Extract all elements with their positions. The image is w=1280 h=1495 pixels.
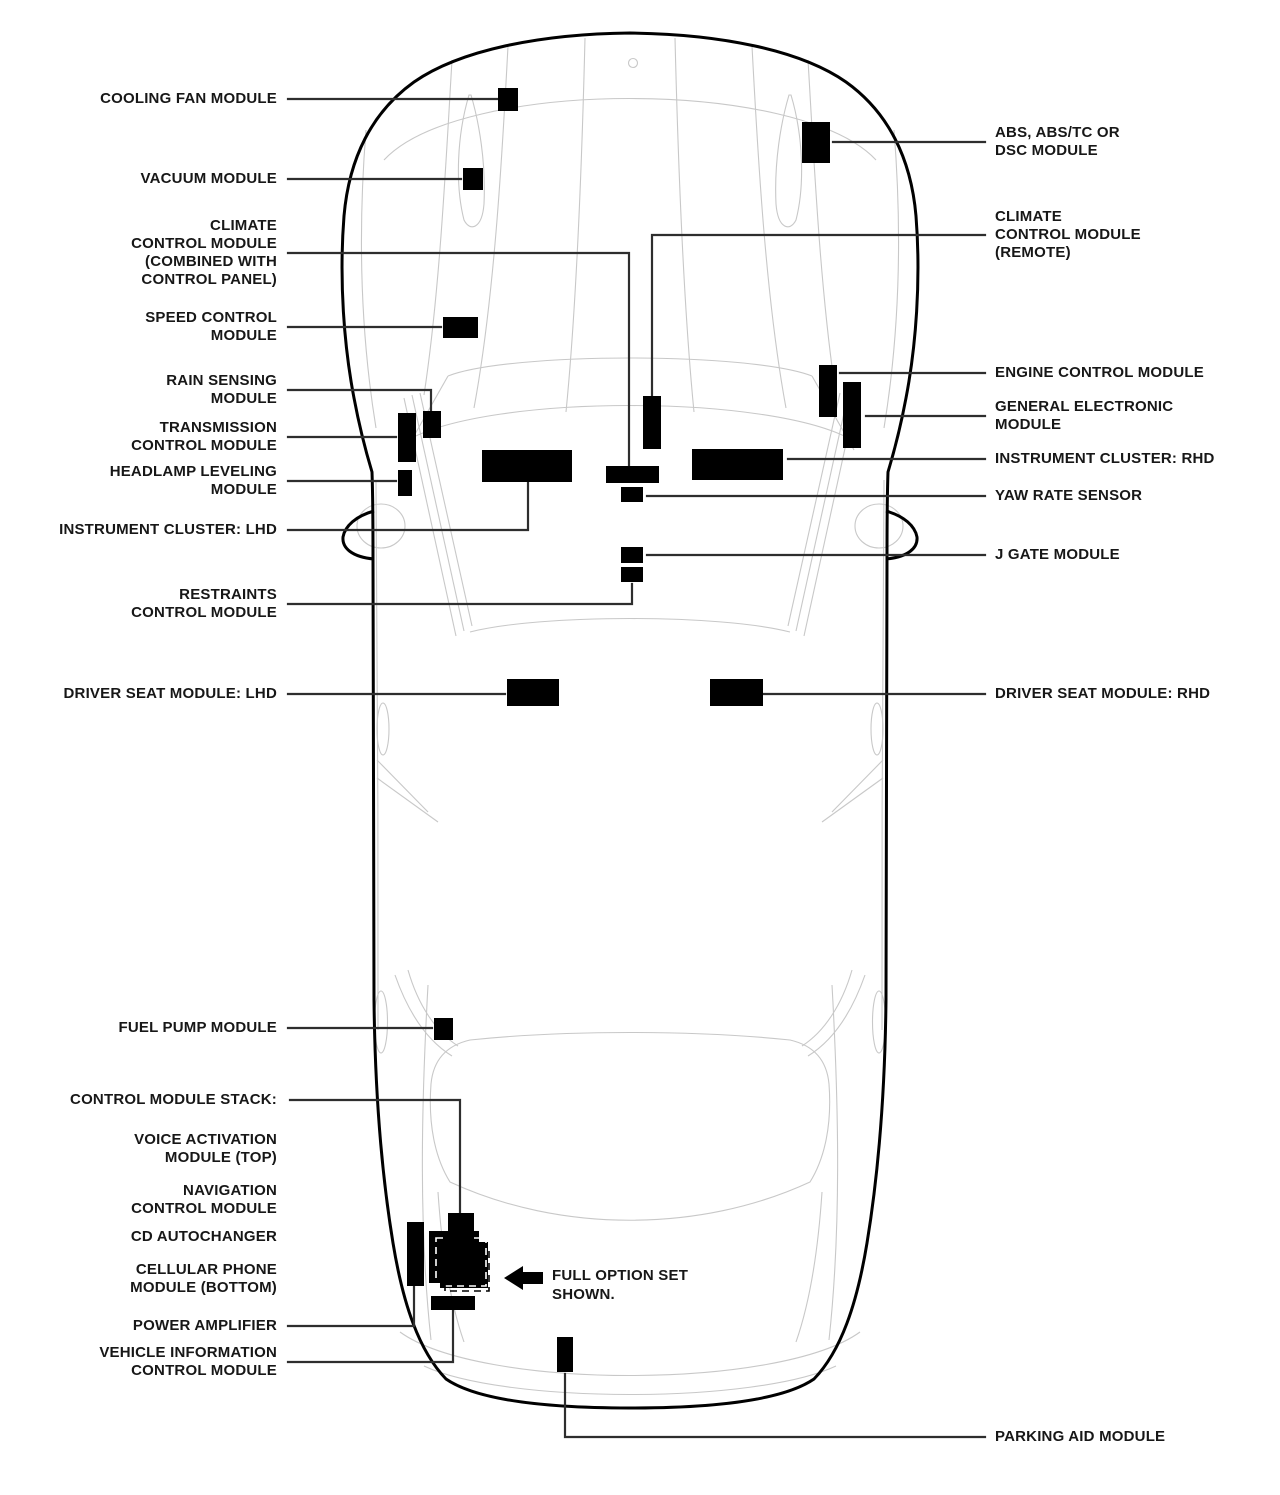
control-module-stack-leader [290, 1100, 460, 1213]
restraints-box [621, 567, 643, 582]
general-electronic-module-label-line-1: MODULE [995, 416, 1062, 433]
cellular-phone-module-label-line-1: MODULE (BOTTOM) [130, 1279, 277, 1296]
full-option-set-note-label-line-1: SHOWN. [552, 1286, 615, 1303]
navigation-control-module-label-line-0: NAVIGATION [183, 1182, 277, 1199]
fuel-pump-box [434, 1018, 453, 1040]
vacuum-module-label [141, 170, 277, 188]
general-electronic-module-label [995, 398, 1173, 434]
driver-seat-module-lhd-label [64, 685, 278, 703]
fender-line-left [361, 130, 376, 428]
parking-aid-module-label [995, 1428, 1165, 1446]
door-diagonal [377, 760, 428, 812]
voice-activation-module-label [134, 1131, 277, 1167]
speed-control-module-label [145, 309, 277, 345]
hood-crease [424, 60, 452, 395]
cd-autochanger-label [131, 1228, 277, 1246]
trunk-side-line-left [422, 985, 431, 1340]
door-diagonal [822, 778, 883, 822]
restraints-control-module-label [131, 586, 277, 622]
power-amplifier-label-line-0: POWER AMPLIFIER [132, 1317, 277, 1334]
driver-seat-module-lhd-label-line-0: DRIVER SEAT MODULE: LHD [63, 685, 277, 702]
mirror-glass-left [357, 504, 405, 548]
speed-control-module-label-line-0: SPEED CONTROL [145, 309, 277, 326]
engine-control-module-label-line-0: ENGINE CONTROL MODULE [995, 364, 1204, 381]
vacuum-box [463, 168, 483, 190]
door-handle-right [871, 703, 883, 755]
abs-module-label [995, 124, 1120, 160]
headlamp-leveling-module-label-line-0: HEADLAMP LEVELING [109, 463, 277, 480]
quarter-glass-left [375, 991, 388, 1053]
climate-control-module-combined-label-line-1: CONTROL MODULE [131, 235, 277, 252]
climate-control-module-remote-leader [652, 235, 985, 395]
hood-crease [808, 60, 836, 395]
driver-seat-module-rhd-label [995, 685, 1210, 703]
c-pillar-right-inner [802, 970, 852, 1046]
climate-control-module-combined-label [131, 217, 277, 289]
rain-sensing-module-label-line-0: RAIN SENSING [166, 372, 277, 389]
fuel-pump-module-label-line-0: FUEL PUMP MODULE [118, 1019, 277, 1036]
door-seam-right [882, 480, 884, 1030]
abs-module-label-line-1: DSC MODULE [995, 142, 1098, 159]
navigation-control-module-label [131, 1182, 277, 1218]
yaw-rate-sensor-label [995, 487, 1142, 505]
engine-control-module-label [995, 364, 1204, 382]
door-handle-left [377, 703, 389, 755]
car-outline [342, 33, 918, 1408]
fuel-pump-module-label [119, 1019, 278, 1037]
voice-activation-top-box [448, 1213, 474, 1261]
speed-control-box [443, 317, 478, 338]
transmission-control-module-label [131, 419, 277, 455]
vehicle-information-control-module-label-line-1: CONTROL MODULE [131, 1362, 277, 1379]
vacuum-module-label-line-0: VACUUM MODULE [140, 170, 277, 187]
power-amplifier-label [133, 1317, 277, 1335]
cooling-fan-module-label [100, 90, 277, 108]
yaw-rate-box [621, 487, 643, 502]
control-module-stack-label-line-0: CONTROL MODULE STACK: [70, 1091, 277, 1108]
door-diagonal [832, 760, 883, 812]
climate-control-module-remote-label-line-0: CLIMATE [995, 208, 1062, 225]
pillar-hairline [796, 395, 848, 631]
general-electronic-box [843, 382, 861, 448]
transmission-control-module-label-line-1: CONTROL MODULE [131, 437, 277, 454]
yaw-rate-sensor-label-line-0: YAW RATE SENSOR [995, 487, 1143, 504]
driver-seat-lhd-box [507, 679, 559, 706]
car-interior-details [357, 38, 903, 1395]
full-option-arrow [504, 1266, 543, 1290]
cellular-phone-module-label [130, 1261, 277, 1297]
cooling-fan-box [498, 88, 518, 111]
climate-control-module-remote-label [995, 208, 1141, 262]
power-amplifier-leader [288, 1287, 414, 1326]
abs-module-label-line-0: ABS, ABS/TC OR [995, 124, 1120, 141]
j-gate-box [621, 547, 643, 563]
restraints-control-module-label-line-1: CONTROL MODULE [131, 604, 277, 621]
rear-window [430, 1033, 829, 1221]
trunk-side-line-right [829, 985, 838, 1340]
speed-control-module-label-line-1: MODULE [210, 327, 277, 344]
door-diagonal [377, 778, 438, 822]
cooling-fan-module-label-line-0: COOLING FAN MODULE [100, 90, 277, 107]
instrument-cluster-lhd-label [59, 521, 277, 539]
climate-remote-box [643, 396, 661, 449]
climate-control-module-combined-label-line-3: CONTROL PANEL) [141, 271, 277, 288]
voice-activation-module-label-line-1: MODULE (TOP) [164, 1149, 277, 1166]
voice-activation-module-label-line-0: VOICE ACTIVATION [134, 1131, 277, 1148]
climate-control-module-remote-label-line-2: (REMOTE) [995, 244, 1071, 261]
driver-seat-module-rhd-label-line-0: DRIVER SEAT MODULE: RHD [995, 685, 1211, 702]
restraints-control-module-leader [288, 584, 632, 604]
rain-sensing-module-leader [288, 390, 431, 411]
hood-crease [675, 38, 694, 412]
trunk-crease-right [796, 1192, 822, 1342]
c-pillar-right [808, 975, 865, 1056]
power-amplifier-box [407, 1222, 424, 1286]
rain-sensing-module-label [166, 372, 277, 408]
vehicle-information-control-module-label [99, 1344, 277, 1380]
fender-line-right [884, 130, 899, 428]
restraints-control-module-label-line-0: RESTRAINTS [179, 586, 277, 603]
quarter-glass-right [873, 991, 886, 1053]
door-seam-left [376, 480, 378, 1030]
hood-crease [752, 46, 786, 408]
abs-box [802, 122, 830, 163]
car-body-outline [342, 33, 918, 1408]
instrument-cluster-rhd-label-line-0: INSTRUMENT CLUSTER: RHD [995, 450, 1215, 467]
control-module-stack-label [70, 1091, 277, 1109]
climate-control-module-combined-label-line-0: CLIMATE [210, 217, 277, 234]
roof-rear-arc [470, 619, 790, 633]
bumper-arc [424, 1366, 836, 1395]
parking-aid-box [557, 1337, 573, 1372]
boot-rear-arc [400, 1332, 860, 1376]
climate-control-module-remote-label-line-1: CONTROL MODULE [995, 226, 1141, 243]
climate-combined-box [606, 466, 659, 483]
vehicle-info-box [431, 1296, 475, 1310]
hood-crease [566, 38, 585, 412]
cellular-phone-module-label-line-0: CELLULAR PHONE [135, 1261, 277, 1278]
vehicle-information-control-module-label-line-0: VEHICLE INFORMATION [99, 1344, 277, 1361]
instrument-cluster-lhd-label-line-0: INSTRUMENT CLUSTER: LHD [59, 521, 277, 538]
headlamp-leveling-module-label-line-1: MODULE [210, 481, 277, 498]
transmission-control-module-label-line-0: TRANSMISSION [159, 419, 277, 436]
rain-sensing-box [423, 411, 441, 438]
driver-seat-rhd-box [710, 679, 763, 706]
parking-aid-module-label-line-0: PARKING AID MODULE [995, 1428, 1166, 1445]
headlamp-leveling-box [398, 470, 412, 496]
engine-control-box [819, 365, 837, 417]
rain-sensing-module-label-line-1: MODULE [210, 390, 277, 407]
mirror-glass-right [855, 504, 903, 548]
general-electronic-module-label-line-0: GENERAL ELECTRONIC [995, 398, 1174, 415]
navigation-control-module-label-line-1: CONTROL MODULE [131, 1200, 277, 1217]
c-pillar-left [395, 975, 452, 1056]
instrument-cluster-lhd-box [482, 450, 572, 482]
instrument-cluster-rhd-label [995, 450, 1215, 468]
instrument-cluster-rhd-box [692, 449, 783, 480]
hood-emblem [629, 59, 638, 68]
j-gate-module-label [995, 546, 1120, 564]
transmission-box [398, 413, 416, 462]
j-gate-module-label-line-0: J GATE MODULE [995, 546, 1120, 563]
full-option-set-note-label-line-0: FULL OPTION SET [552, 1267, 689, 1284]
headlamp-leveling-module-label [110, 463, 277, 499]
full-option-set-note-label [552, 1266, 688, 1304]
cd-autochanger-label-line-0: CD AUTOCHANGER [130, 1228, 277, 1245]
climate-control-module-combined-label-line-2: (COMBINED WITH [145, 253, 277, 270]
